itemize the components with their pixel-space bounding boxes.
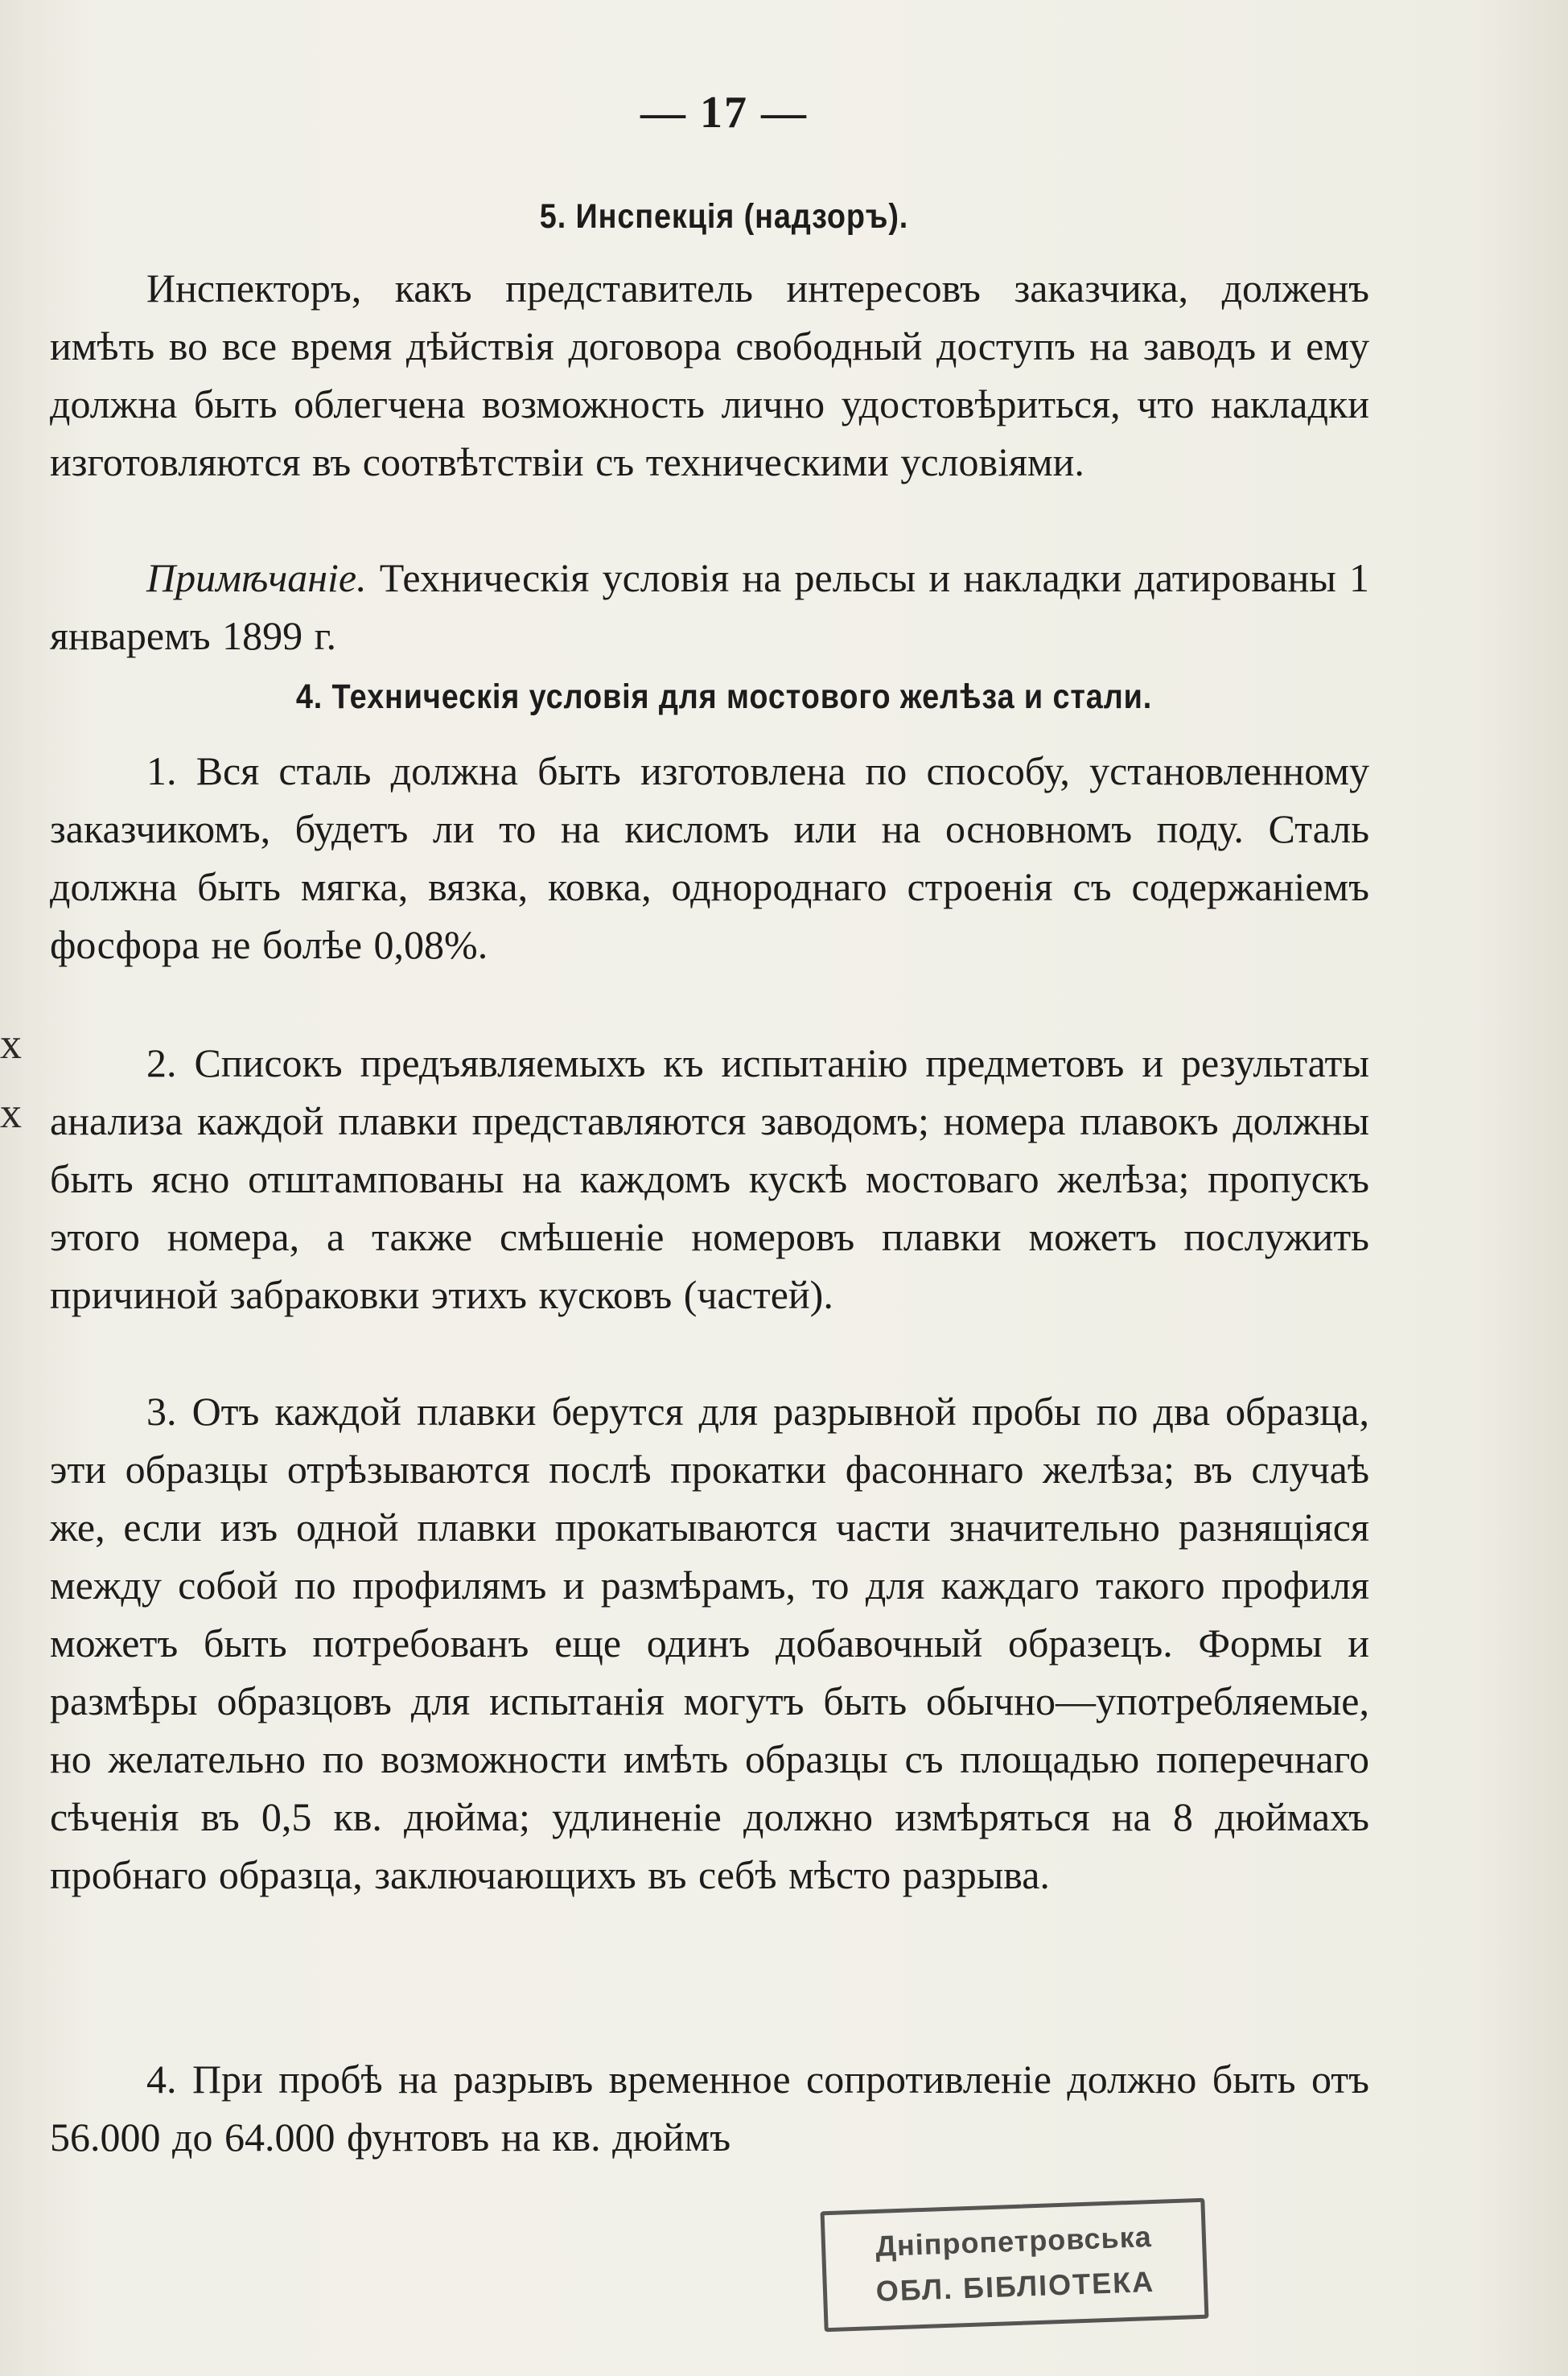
stamp-line-1: Дніпропетровська — [875, 2220, 1153, 2263]
paragraph-item-2: 2. Списокъ предъявляемыхъ къ испытанію предметовъ и результаты анализа каждой плавки представляются заводомъ; номера плавокъ должны быть ясно отштампованы на каждомъ кускѣ мостоваго желѣза; пропускъ этого номера, а также смѣшеніе номеровъ плавки можетъ послужить причиной забраковки этихъ кусковъ (частей). — [50, 1040, 1369, 1317]
paragraph-item-1: 1. Вся сталь должна быть изготовлена по способу, установленному заказчикомъ, будетъ ли то на кисломъ или на основномъ поду. Сталь должна быть мягка, вязка, ковка, однороднаго строенія съ содержаніемъ фосфора не болѣе 0,08%. — [50, 748, 1369, 967]
paragraph-inspection: Инспекторъ, какъ представитель интересовъ заказчика, долженъ имѣть во все время дѣйствія договора свободный доступъ на заводъ и ему должна быть облегчена возможность лично удостовѣриться, что накладки изготовляются въ соотвѣтствіи съ техническими условіями. — [50, 266, 1369, 484]
section-heading-inspection: 5. Инспекція (надзоръ). — [539, 197, 909, 236]
paragraph-item-3: 3. Отъ каждой плавки берутся для разрывной пробы по два образца, эти образцы отрѣзываются послѣ прокатки фасоннаго желѣза; въ случаѣ же, если изъ одной плавки прокатываются части значительно разнящіяся между собой по профилямъ и размѣрамъ, то для каждаго такого профиля можетъ быть потребованъ еще одинъ добавочный образецъ. Формы и размѣры образцовъ для испытанія могутъ быть обычно—употребляемые, но желательно по возможности имѣть образцы съ площадью поперечнаго сѣченія въ 0,5 кв. дюйма; удлиненіе должно измѣряться на 8 дюймахъ пробнаго образца, заключающихъ въ себѣ мѣсто разрыва. — [50, 1389, 1369, 1897]
stamp-line-2: ОБЛ. БІБЛІОТЕКА — [875, 2264, 1155, 2308]
paragraph-item-4: 4. При пробѣ на разрывъ временное сопротивленіе должно быть отъ 56.000 до 64.000 фунтовъ на кв. дюймъ — [50, 2057, 1369, 2160]
note-label: Примѣчаніе. — [146, 555, 367, 600]
library-stamp — [821, 2198, 1209, 2333]
margin-mark: х — [0, 1089, 22, 1137]
margin-mark: х — [0, 1019, 22, 1068]
note-text: Техническія условія на рельсы и накладки датированы 1 январемъ 1899 г. — [50, 555, 1369, 658]
paragraph-note — [50, 549, 1369, 665]
section-heading-technical: 4. Техническія условія для мостового желѣза и стали. — [295, 677, 1153, 716]
page-number: — 17 — — [640, 88, 808, 138]
